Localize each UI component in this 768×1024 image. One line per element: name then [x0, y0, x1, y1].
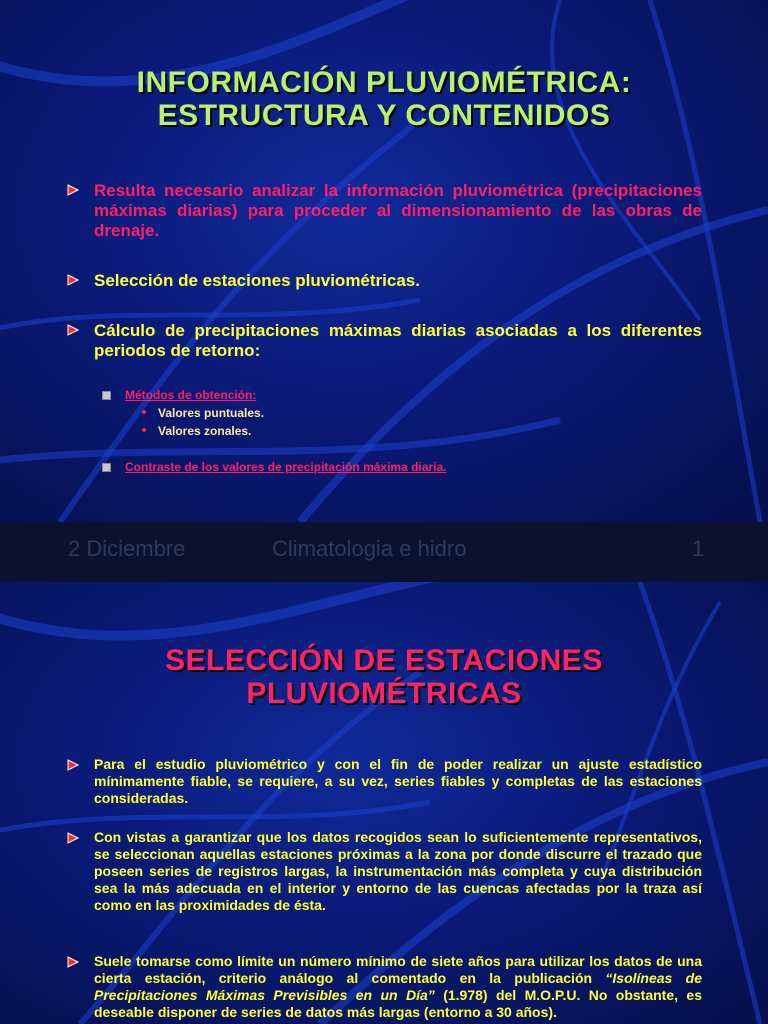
dot-bullet-icon [142, 410, 146, 414]
square-bullet-icon [102, 463, 111, 472]
slide-2-title [0, 644, 768, 710]
footer-course: Climatologia e hidro [272, 536, 467, 561]
title-line-2: PLUVIOMÉTRICAS [246, 677, 522, 710]
slide-footer [0, 522, 768, 582]
arrow-bullet-icon [66, 955, 80, 969]
sub-item-point-values: Valores puntuales. [158, 406, 265, 420]
arrow-bullet-icon [66, 323, 80, 337]
bullet-calculation-text: Cálculo de precipitaciones máximas diarias asociadas a los diferentes periodos de retorno: [94, 321, 702, 360]
bullet-station-selection-text: Selección de estaciones pluviométricas. [94, 271, 420, 290]
footer-page-number: 1 [692, 536, 705, 561]
bullet-calculation [94, 321, 702, 361]
paragraph-station-selection-text: Con vistas a garantizar que los datos recogidos sean lo suficientemente representativos, se seleccionan aquellas estaciones próximas a la zona por donde discurre el trazado que poseen series de registros largas, la instrumentación más completa y cuya distribución sea la más adecuada en el interior y entorno de las cuencas afectadas por la traza así como en las proximidades de ésta. [94, 829, 702, 913]
title-line-1: SELECCIÓN DE ESTACIONES [165, 644, 603, 677]
sub-item-zonal-values: Valores zonales. [158, 424, 252, 438]
paragraph-minimum-years-text-a: Suele tomarse como límite un número mínimo de siete años para utilizar los datos de una cierta estación, criterio análogo al comentado en la publicación [94, 953, 702, 986]
square-bullet-icon [102, 391, 111, 400]
arrow-bullet-icon [66, 273, 80, 287]
paragraph-station-selection [94, 829, 702, 914]
paragraph-minimum-years-text-b: (1.978) del M.O.P.U. No obstante, es deseable disponer de series de datos más largas (entorno a 30 años). [94, 987, 702, 1020]
bullet-analysis-text-b: para proceder al dimensionamiento de las obras de drenaje. [94, 201, 702, 240]
arrow-bullet-icon [66, 183, 80, 197]
footer-date: 2 Diciembre [68, 536, 186, 561]
dot-bullet-icon [142, 428, 146, 432]
bullet-station-selection [94, 271, 702, 291]
paragraph-statistical-fit-text: Para el estudio pluviométrico y con el fin de poder realizar un ajuste estadístico mínimamente fiable, se requiere, a su vez, series fiables y completas de las estaciones consideradas. [94, 756, 702, 806]
bullet-analysis [94, 181, 702, 241]
arrow-bullet-icon [66, 831, 80, 845]
paragraph-minimum-years [94, 953, 702, 1021]
sub-contrast: Contraste de los valores de precipitación máxima diaria. [125, 460, 447, 474]
bullet-analysis-text-a: Resulta necesario analizar la información pluviométrica (precipitaciones máximas diarias) [94, 181, 702, 220]
title-line-2: ESTRUCTURA Y CONTENIDOS [157, 99, 611, 132]
arrow-bullet-icon [66, 758, 80, 772]
title-line-1: INFORMACIÓN PLUVIOMÉTRICA: [136, 66, 632, 99]
slide-1-title [0, 66, 768, 132]
sub-methods: Métodos de obtención: [125, 388, 257, 402]
paragraph-statistical-fit [94, 756, 702, 807]
publication-title: “Isolíneas de Precipitaciones Máximas Previsibles en un Día” [94, 970, 702, 1003]
